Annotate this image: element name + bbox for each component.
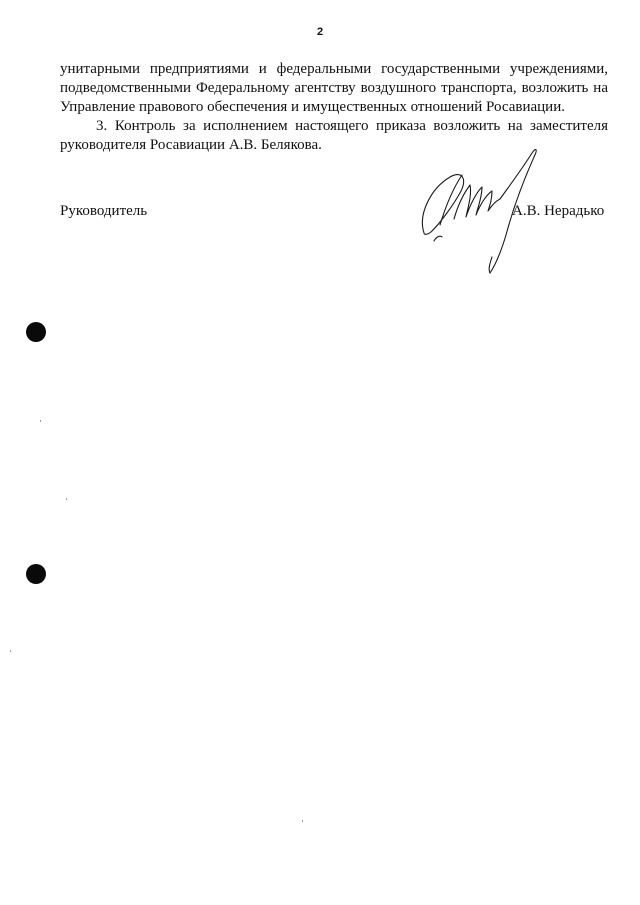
text-line: подведомственными Федеральному агентству воздушного транспорта, возложить на bbox=[60, 80, 608, 96]
signatory-name: А.В. Нерадько bbox=[512, 203, 605, 219]
paragraph-continuation bbox=[60, 60, 608, 117]
punch-hole bbox=[26, 564, 46, 584]
document-body bbox=[60, 60, 608, 155]
scan-speck bbox=[302, 820, 303, 822]
page-number: 2 bbox=[316, 26, 324, 38]
signatory-title: Руководитель bbox=[60, 203, 148, 219]
scan-speck bbox=[40, 420, 41, 422]
punch-hole bbox=[26, 322, 46, 342]
text-line: унитарными предприятиями и федеральными государственными учреждениями, bbox=[60, 61, 608, 77]
text-line: Управление правового обеспечения и имущественных отношений Росавиации. bbox=[60, 99, 565, 115]
scan-speck bbox=[10, 650, 11, 652]
text-line: руководителя Росавиации А.В. Белякова. bbox=[60, 137, 322, 153]
scan-speck bbox=[66, 498, 67, 500]
text-line: 3. Контроль за исполнением настоящего приказа возложить на заместителя bbox=[96, 118, 608, 134]
